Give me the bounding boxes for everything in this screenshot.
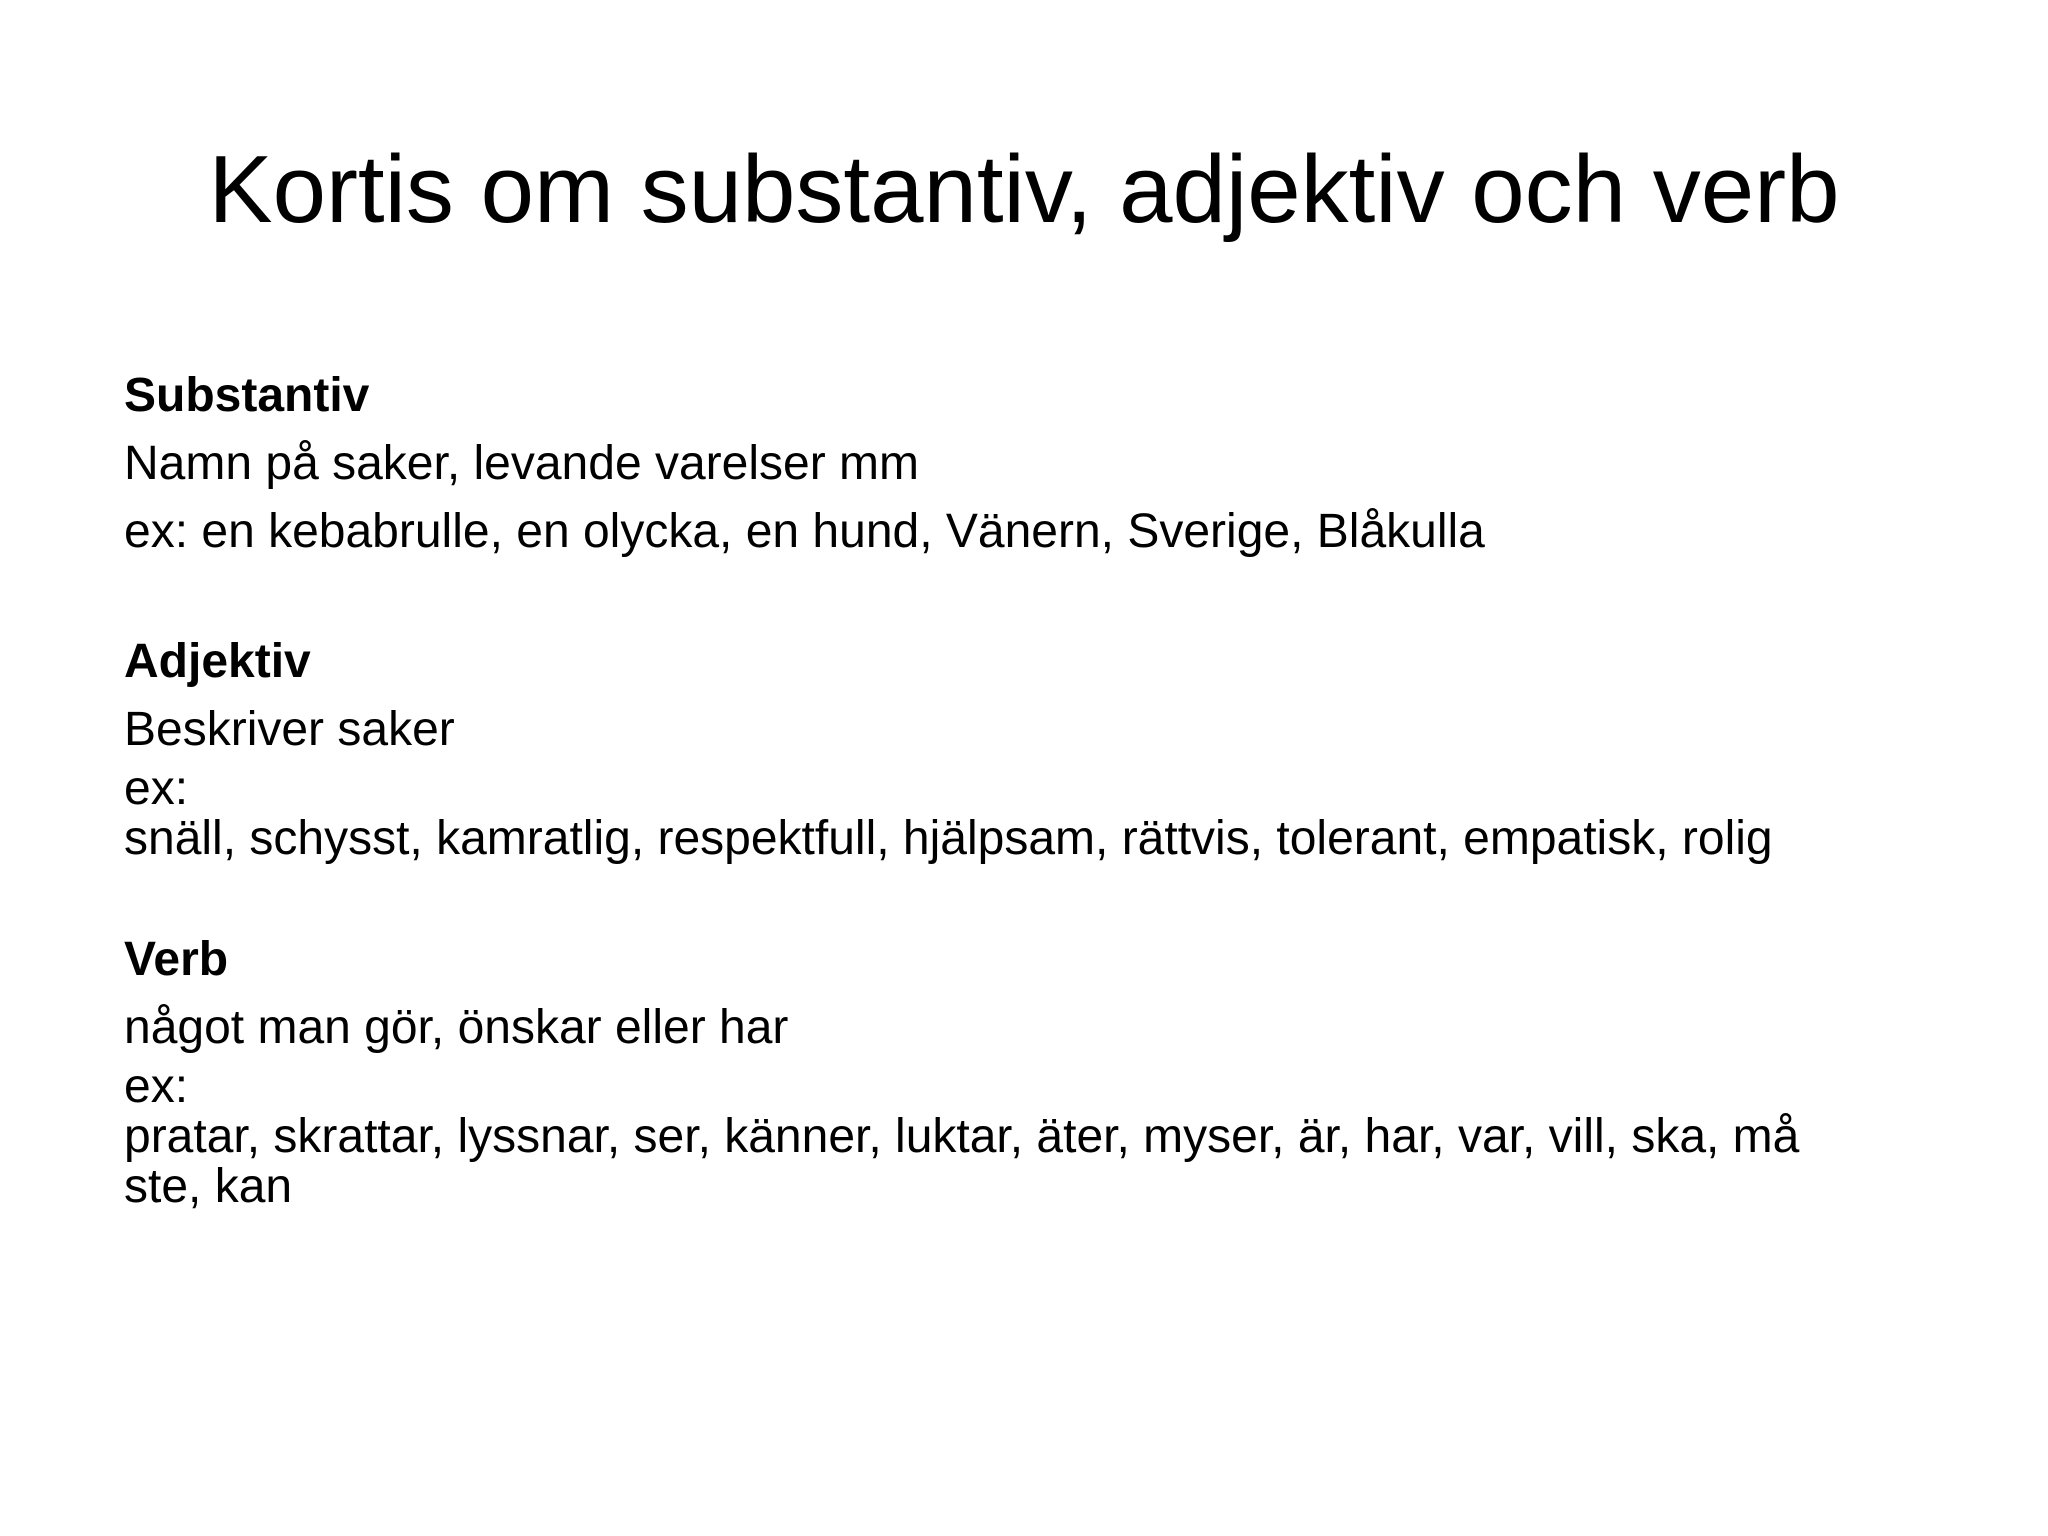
section-heading: Substantiv: [124, 369, 370, 422]
section-heading: Adjektiv: [124, 635, 311, 688]
slide-title: Kortis om substantiv, adjektiv och verb: [208, 136, 1840, 243]
section-description: något man gör, önskar eller har: [124, 1001, 789, 1054]
section-adjektiv: [124, 628, 1964, 864]
section-description: Namn på saker, levande varelser mm: [124, 437, 919, 490]
section-verb: [124, 926, 1964, 1212]
section-heading: Verb: [124, 933, 229, 986]
section-substantiv: [124, 362, 1964, 566]
section-example: ex: en kebabrulle, en olycka, en hund, Vänern, Sverige, Blåkulla: [124, 505, 1485, 558]
section-description: Beskriver saker: [124, 703, 455, 756]
section-example-label: ex:: [124, 1060, 189, 1113]
slide-content: [124, 362, 1964, 1274]
section-example-label: ex:: [124, 762, 189, 815]
section-example-line-2: ste, kan: [124, 1160, 293, 1213]
section-example: snäll, schysst, kamratlig, respektfull, hjälpsam, rättvis, tolerant, empatisk, rolig: [124, 812, 1773, 865]
section-example-line-1: pratar, skrattar, lyssnar, ser, känner, luktar, äter, myser, är, har, var, vill, ska, må: [124, 1110, 1800, 1163]
